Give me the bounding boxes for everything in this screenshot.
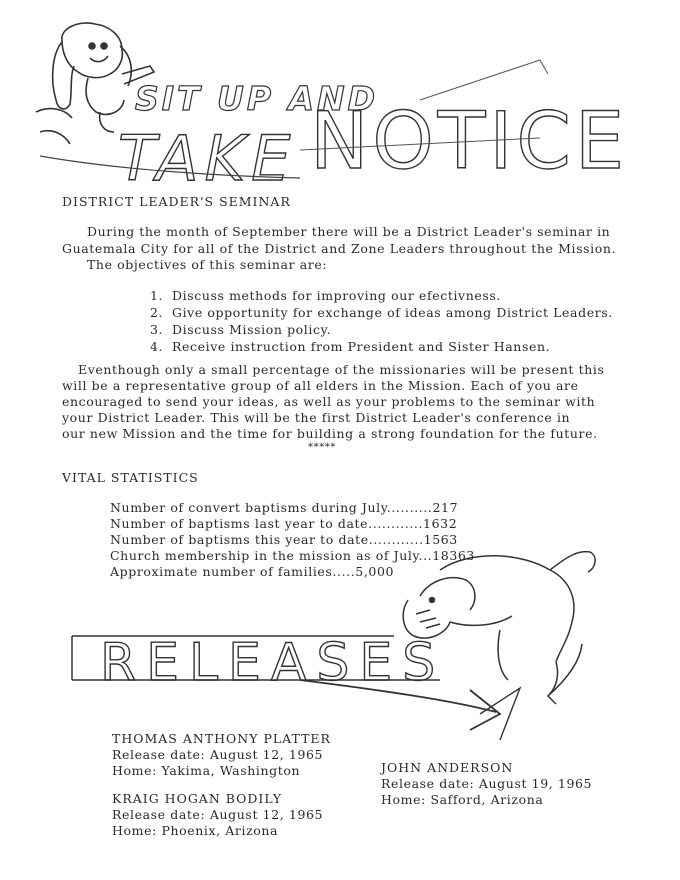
release-home: Home: Safford, Arizona [381, 792, 544, 807]
release-name: JOHN ANDERSON [381, 760, 514, 775]
list-item: 2. Give opportunity for exchange of ideas among District Leaders. [150, 305, 613, 320]
release-date: Release date: August 12, 1965 [112, 747, 324, 762]
release-home: Home: Yakima, Washington [112, 763, 301, 778]
seminar-heading: DISTRICT LEADER'S SEMINAR [62, 194, 291, 209]
stat-line: Church membership in the mission as of July...18363 [110, 548, 475, 563]
seminar-intro-line: During the month of September there will be a District Leader's seminar in [87, 224, 611, 239]
release-name: THOMAS ANTHONY PLATTER [112, 731, 331, 746]
seminar-body-line: Eventhough only a small percentage of the missionaries will be present this [78, 362, 605, 377]
stat-line: Number of baptisms this year to date............1563 [110, 532, 458, 547]
stat-line: Number of convert baptisms during July..........217 [110, 500, 459, 515]
list-item: 4. Receive instruction from President and Sister Hansen. [150, 339, 551, 354]
seminar-body-line: encouraged to send your ideas, as well as your problems to the seminar with [62, 394, 596, 409]
objectives-list [150, 288, 613, 358]
seminar-intro-line: The objectives of this seminar are: [87, 257, 328, 272]
list-item: 1. Discuss methods for improving our efectivness. [150, 288, 501, 303]
release-entry [112, 731, 372, 779]
vital-statistics-heading: VITAL STATISTICS [62, 470, 199, 485]
masthead-line2-take: TAKE [118, 122, 297, 195]
section-separator: ***** [308, 442, 336, 453]
stat-line: Number of baptisms last year to date............1632 [110, 516, 458, 531]
releases-banner-title: RELEASES [100, 633, 446, 693]
seminar-body-line: our new Mission and the time for building a strong foundation for the future. [62, 426, 598, 441]
release-entry [381, 760, 641, 808]
seminar-body-line: your District Leader. This will be the first District Leader's conference in [62, 410, 571, 425]
release-home: Home: Phoenix, Arizona [112, 823, 279, 838]
seminar-body-line: will be a representative group of all elders in the Mission. Each of you are [62, 378, 579, 393]
masthead-line2-notice: NOTICE [310, 97, 629, 187]
releases-artwork [0, 530, 680, 760]
release-date: Release date: August 12, 1965 [112, 807, 324, 822]
stat-line: Approximate number of families.....5,000 [110, 564, 395, 579]
release-entry [112, 791, 372, 839]
masthead-line1: SIT UP AND [135, 79, 379, 118]
release-name: KRAIG HOGAN BODILY [112, 791, 283, 806]
seminar-intro [0, 224, 680, 274]
seminar-body [0, 362, 680, 446]
list-item: 3. Discuss Mission policy. [150, 322, 332, 337]
release-date: Release date: August 19, 1965 [381, 776, 593, 791]
masthead-artwork [0, 0, 680, 200]
seminar-intro-line: Guatemala City for all of the District and Zone Leaders throughout the Mission. [62, 241, 617, 256]
